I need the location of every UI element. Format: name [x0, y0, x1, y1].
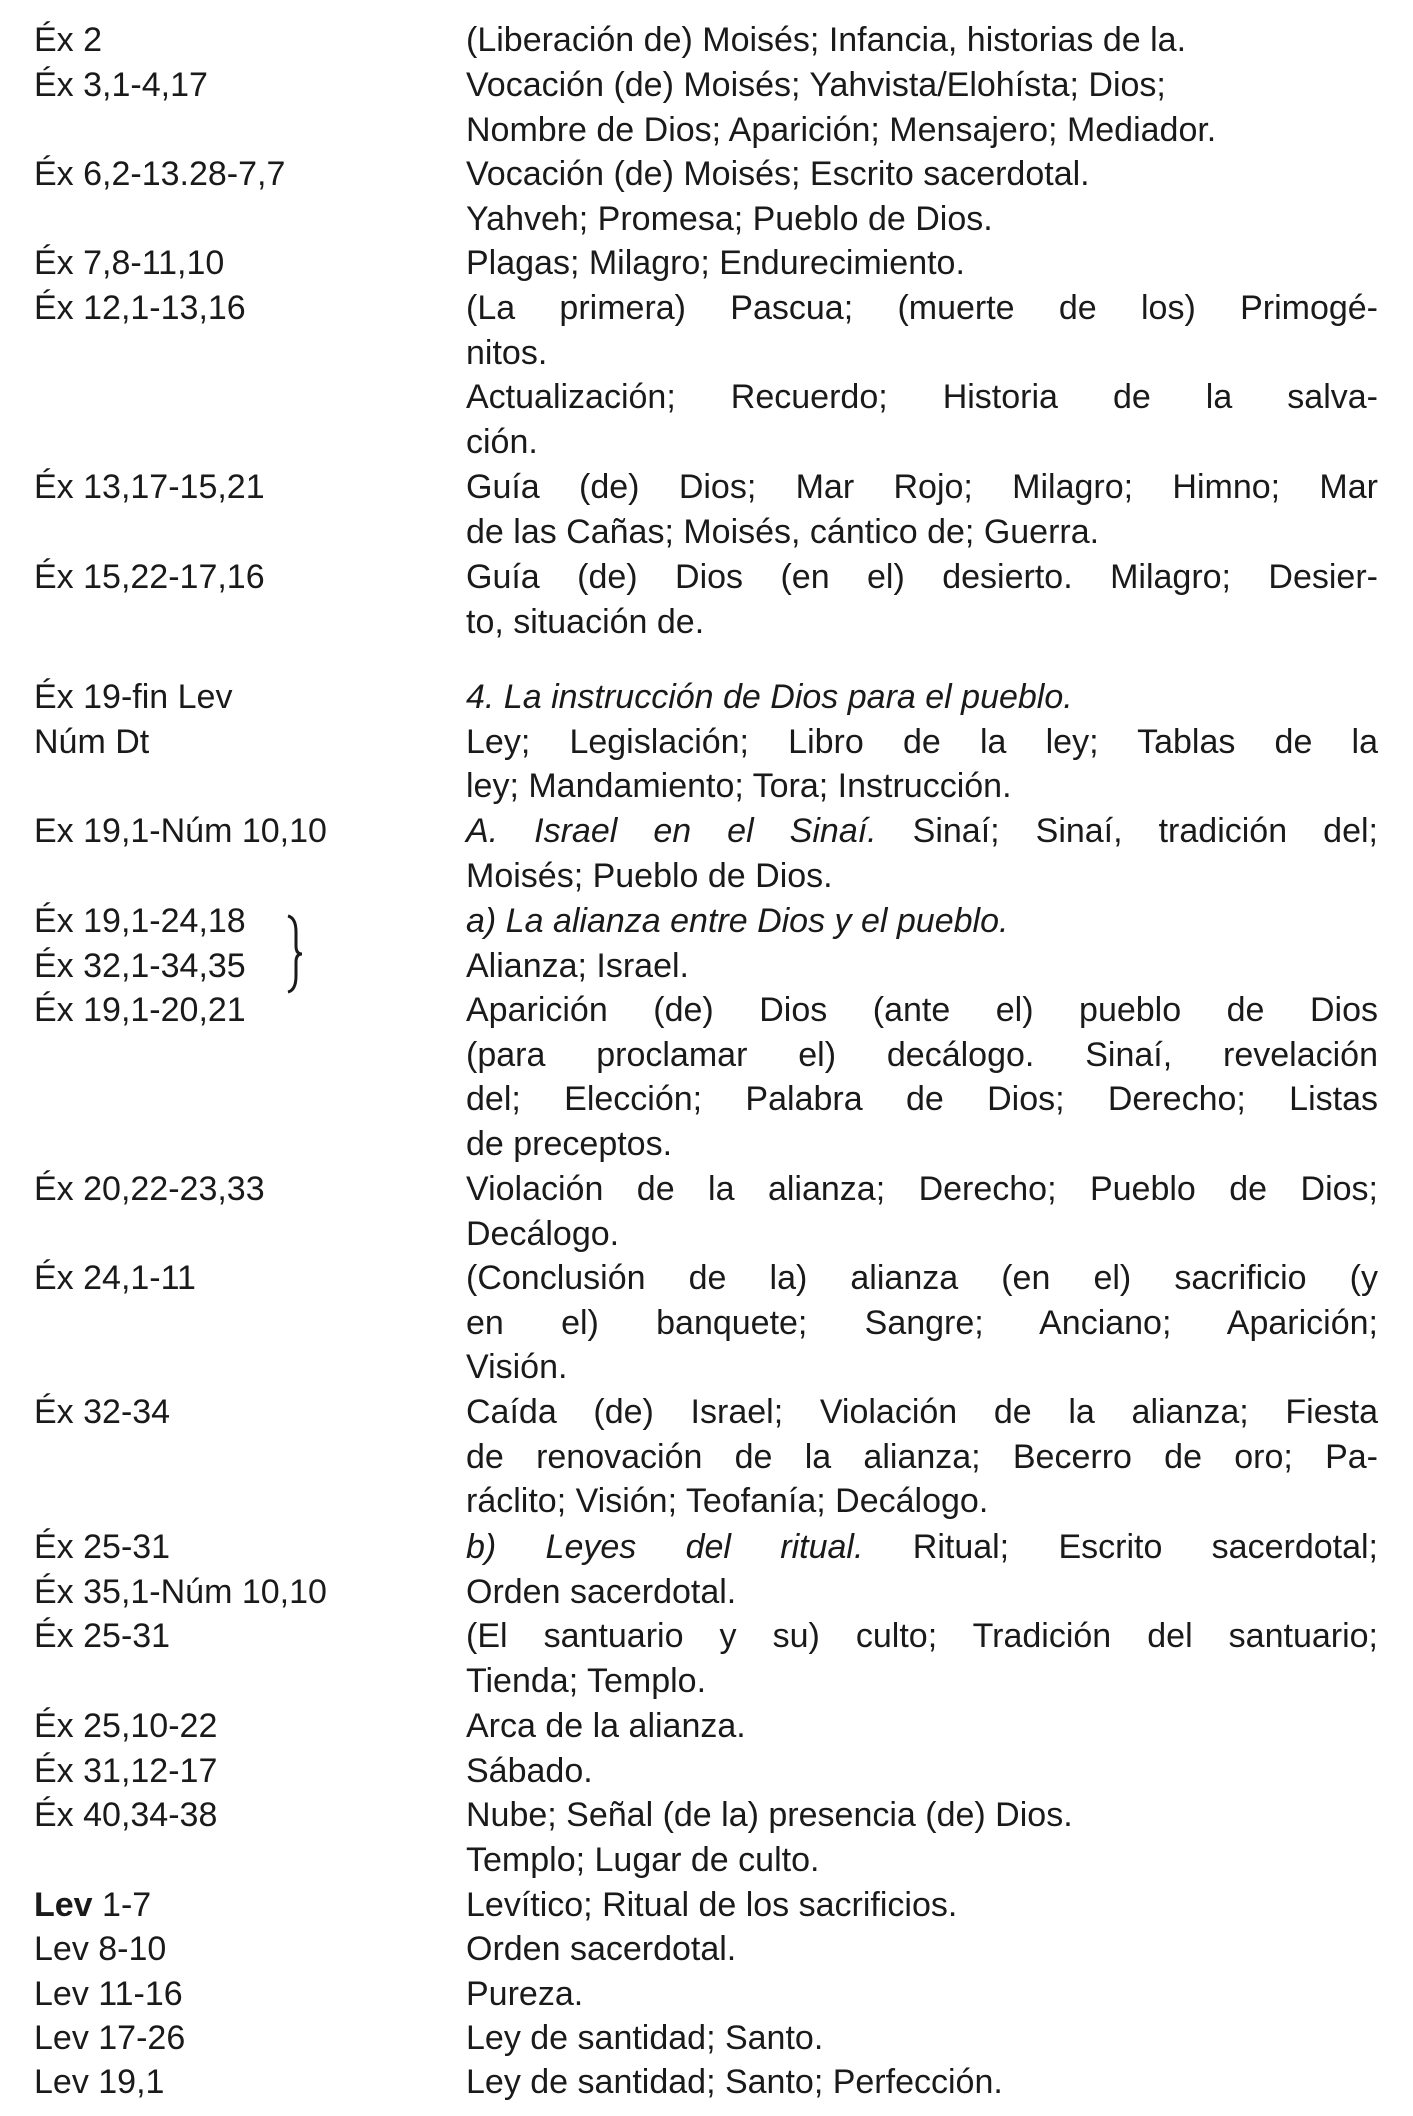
entry-description [466, 1570, 1378, 1615]
subsection-heading: A. Israel en el Sinaí. [466, 812, 877, 850]
scripture-reference [34, 675, 454, 764]
description-line: de preceptos. [466, 1125, 673, 1164]
index-entry [0, 286, 1378, 465]
index-entry [0, 1793, 1378, 1882]
description-line: Ley de santidad; Santo; Perfección. [466, 2063, 1003, 2101]
index-entry [0, 152, 1378, 241]
section-heading: 4. La instrucción de Dios para el pueblo. [466, 678, 1073, 716]
description-line: Vocación (de) Moisés; Yahvista/Elohísta; Dios; [466, 66, 1166, 104]
description-line: Arca de la alianza. [466, 1707, 746, 1745]
scripture-reference: Éx 20,22-23,33 [34, 1170, 265, 1208]
index-entry [0, 555, 1378, 644]
scripture-reference: Éx 19,1-20,21 [34, 991, 246, 1029]
reference-line: Éx 32,1-34,35 [34, 946, 246, 985]
index-entry [0, 1972, 1378, 2017]
description-line: Ley; Legislación; Libro de la ley; Tablas de la [466, 722, 1378, 761]
index-entry [0, 241, 1378, 286]
description-line: Sábado. [466, 1752, 593, 1790]
description-line: Pureza. [466, 1975, 584, 2013]
entry-description [466, 675, 1378, 809]
entry-description [466, 1972, 1378, 2017]
index-entry [0, 988, 1378, 1167]
scripture-reference: Éx 24,1-11 [34, 1259, 196, 1297]
entry-description [466, 1256, 1378, 1390]
description-line: Decálogo. [466, 1214, 620, 1253]
reference-line: Éx 19,1-24,18 [34, 902, 246, 940]
index-entry [0, 63, 1378, 152]
description-line: Violación de la alianza; Derecho; Pueblo de Dios; [466, 1170, 1378, 1208]
description-line: (El santuario y su) culto; Tradición del santuario; [466, 1617, 1378, 1655]
entry-description [466, 1167, 1378, 1256]
scripture-reference: Lev 17-26 [34, 2019, 186, 2057]
scripture-reference: Lev 19,1 [34, 2063, 165, 2101]
index-entry [0, 1749, 1378, 1794]
index-entry [0, 2060, 1378, 2105]
scripture-reference: Lev 8-10 [34, 1930, 167, 1968]
index-entry [0, 1390, 1378, 1524]
description-line: Plagas; Milagro; Endurecimiento. [466, 244, 965, 282]
entry-description [466, 809, 1378, 898]
scripture-reference: Éx 31,12-17 [34, 1752, 218, 1790]
index-entry [0, 1883, 1378, 1928]
reference-line: Éx 19-fin Lev [34, 678, 233, 716]
description-line: Nube; Señal (de la) presencia (de) Dios. [466, 1796, 1073, 1834]
description-line: Vocación (de) Moisés; Escrito sacerdotal. [466, 155, 1090, 193]
entry-description [466, 465, 1378, 554]
description-line: ción. [466, 423, 538, 462]
description-line: Orden sacerdotal. [466, 1930, 737, 1968]
section-heading: a) La alianza entre Dios y el pueblo. [466, 902, 1009, 940]
description-line: Orden sacerdotal. [466, 1573, 737, 1611]
entry-description [466, 1704, 1378, 1749]
description-line: b) Leyes del ritual. Ritual; Escrito sacerdotal; [466, 1528, 1378, 1566]
entry-description [466, 18, 1378, 63]
description-line: Alianza; Israel. [466, 946, 689, 985]
description-line: Nombre de Dios; Aparición; Mensajero; Mediador. [466, 110, 1217, 149]
description-line: Templo; Lugar de culto. [466, 1840, 820, 1879]
book-abbreviation: Lev [34, 1886, 93, 1924]
entry-description [466, 2016, 1378, 2061]
scripture-reference: Éx 7,8-11,10 [34, 244, 225, 282]
index-entry [0, 899, 1378, 988]
description-line: Actualización; Recuerdo; Historia de la salva- [466, 378, 1378, 417]
description-line: de las Cañas; Moisés, cántico de; Guerra. [466, 512, 1100, 551]
index-entry [0, 809, 1378, 898]
entry-description [466, 152, 1378, 241]
entry-description [466, 899, 1378, 988]
entry-description [466, 63, 1378, 152]
description-line: (Liberación de) Moisés; Infancia, historias de la. [466, 21, 1187, 59]
description-line: Aparición (de) Dios (ante el) pueblo de Dios [466, 991, 1378, 1029]
entry-description [466, 1614, 1378, 1703]
description-line: Caída (de) Israel; Violación de la alianza; Fiesta [466, 1393, 1378, 1431]
description-line: Guía (de) Dios; Mar Rojo; Milagro; Himno; Mar [466, 468, 1378, 506]
description-line: (Conclusión de la) alianza (en el) sacrificio (y [466, 1259, 1378, 1297]
description-line: nitos. [466, 333, 548, 372]
entry-description [466, 1390, 1378, 1524]
subsection-heading: b) Leyes del ritual. [466, 1528, 864, 1566]
description-line: ley; Mandamiento; Tora; Instrucción. [466, 767, 1012, 806]
index-entry [0, 1704, 1378, 1749]
description-line: ráclito; Visión; Teofanía; Decálogo. [466, 1482, 989, 1521]
scripture-reference: Éx 25-31 [34, 1528, 171, 1566]
entry-description [466, 988, 1378, 1167]
scripture-reference: Éx 13,17-15,21 [34, 468, 265, 506]
description-line: Moisés; Pueblo de Dios. [466, 856, 833, 895]
index-entry [0, 1614, 1378, 1703]
index-entry [0, 465, 1378, 554]
scripture-reference: Éx 32-34 [34, 1393, 171, 1431]
scripture-reference: Ex 19,1-Núm 10,10 [34, 812, 327, 850]
index-entry [0, 1927, 1378, 1972]
index-entry [0, 1256, 1378, 1390]
scripture-reference: Éx 2 [34, 21, 103, 59]
scripture-reference: Éx 6,2-13.28-7,7 [34, 155, 286, 193]
description-line: to, situación de. [466, 602, 705, 641]
entry-description [466, 1793, 1378, 1882]
scripture-reference: Éx 15,22-17,16 [34, 558, 265, 596]
scripture-reference: Éx 3,1-4,17 [34, 66, 208, 104]
description-line: A. Israel en el Sinaí. Sinaí; Sinaí, tradición del; [466, 812, 1378, 850]
scripture-reference [34, 899, 454, 988]
description-line: (para proclamar el) decálogo. Sinaí, revelación [466, 1035, 1378, 1074]
description-line: (La primera) Pascua; (muerte de los) Primogé- [466, 289, 1378, 327]
description-line: Yahveh; Promesa; Pueblo de Dios. [466, 199, 993, 238]
description-line: Guía (de) Dios (en el) desierto. Milagro; Desier- [466, 558, 1378, 596]
index-entry [0, 675, 1378, 809]
scripture-reference: Lev 1-7 [34, 1886, 152, 1924]
scripture-reference: Éx 25,10-22 [34, 1707, 218, 1745]
scripture-reference: Éx 35,1-Núm 10,10 [34, 1573, 327, 1611]
entry-description [466, 1883, 1378, 1928]
brace-icon [284, 912, 306, 996]
entry-description [466, 286, 1378, 465]
description-line: Ley de santidad; Santo. [466, 2019, 824, 2057]
entry-description [466, 1749, 1378, 1794]
description-line: en el) banquete; Sangre; Anciano; Aparición; [466, 1303, 1378, 1342]
description-line: de renovación de la alianza; Becerro de oro; Pa- [466, 1437, 1378, 1476]
index-entry [0, 1570, 1378, 1615]
description-line: Visión. [466, 1348, 568, 1387]
scripture-reference: Éx 12,1-13,16 [34, 289, 246, 327]
description-line: del; Elección; Palabra de Dios; Derecho; Listas [466, 1080, 1378, 1119]
entry-description [466, 1525, 1378, 1570]
scripture-reference: Éx 40,34-38 [34, 1796, 218, 1834]
scripture-reference: Éx 25-31 [34, 1617, 171, 1655]
entry-description [466, 555, 1378, 644]
index-entry [0, 1167, 1378, 1256]
description-line: Levítico; Ritual de los sacrificios. [466, 1886, 958, 1924]
index-entry [0, 2016, 1378, 2061]
reference-line: Núm Dt [34, 722, 150, 761]
scripture-reference: Lev 11-16 [34, 1975, 183, 2013]
description-line: Tienda; Templo. [466, 1661, 707, 1700]
entry-description [466, 241, 1378, 286]
entry-description [466, 1927, 1378, 1972]
entry-description [466, 2060, 1378, 2105]
index-entry [0, 18, 1378, 63]
index-entry [0, 1525, 1378, 1570]
